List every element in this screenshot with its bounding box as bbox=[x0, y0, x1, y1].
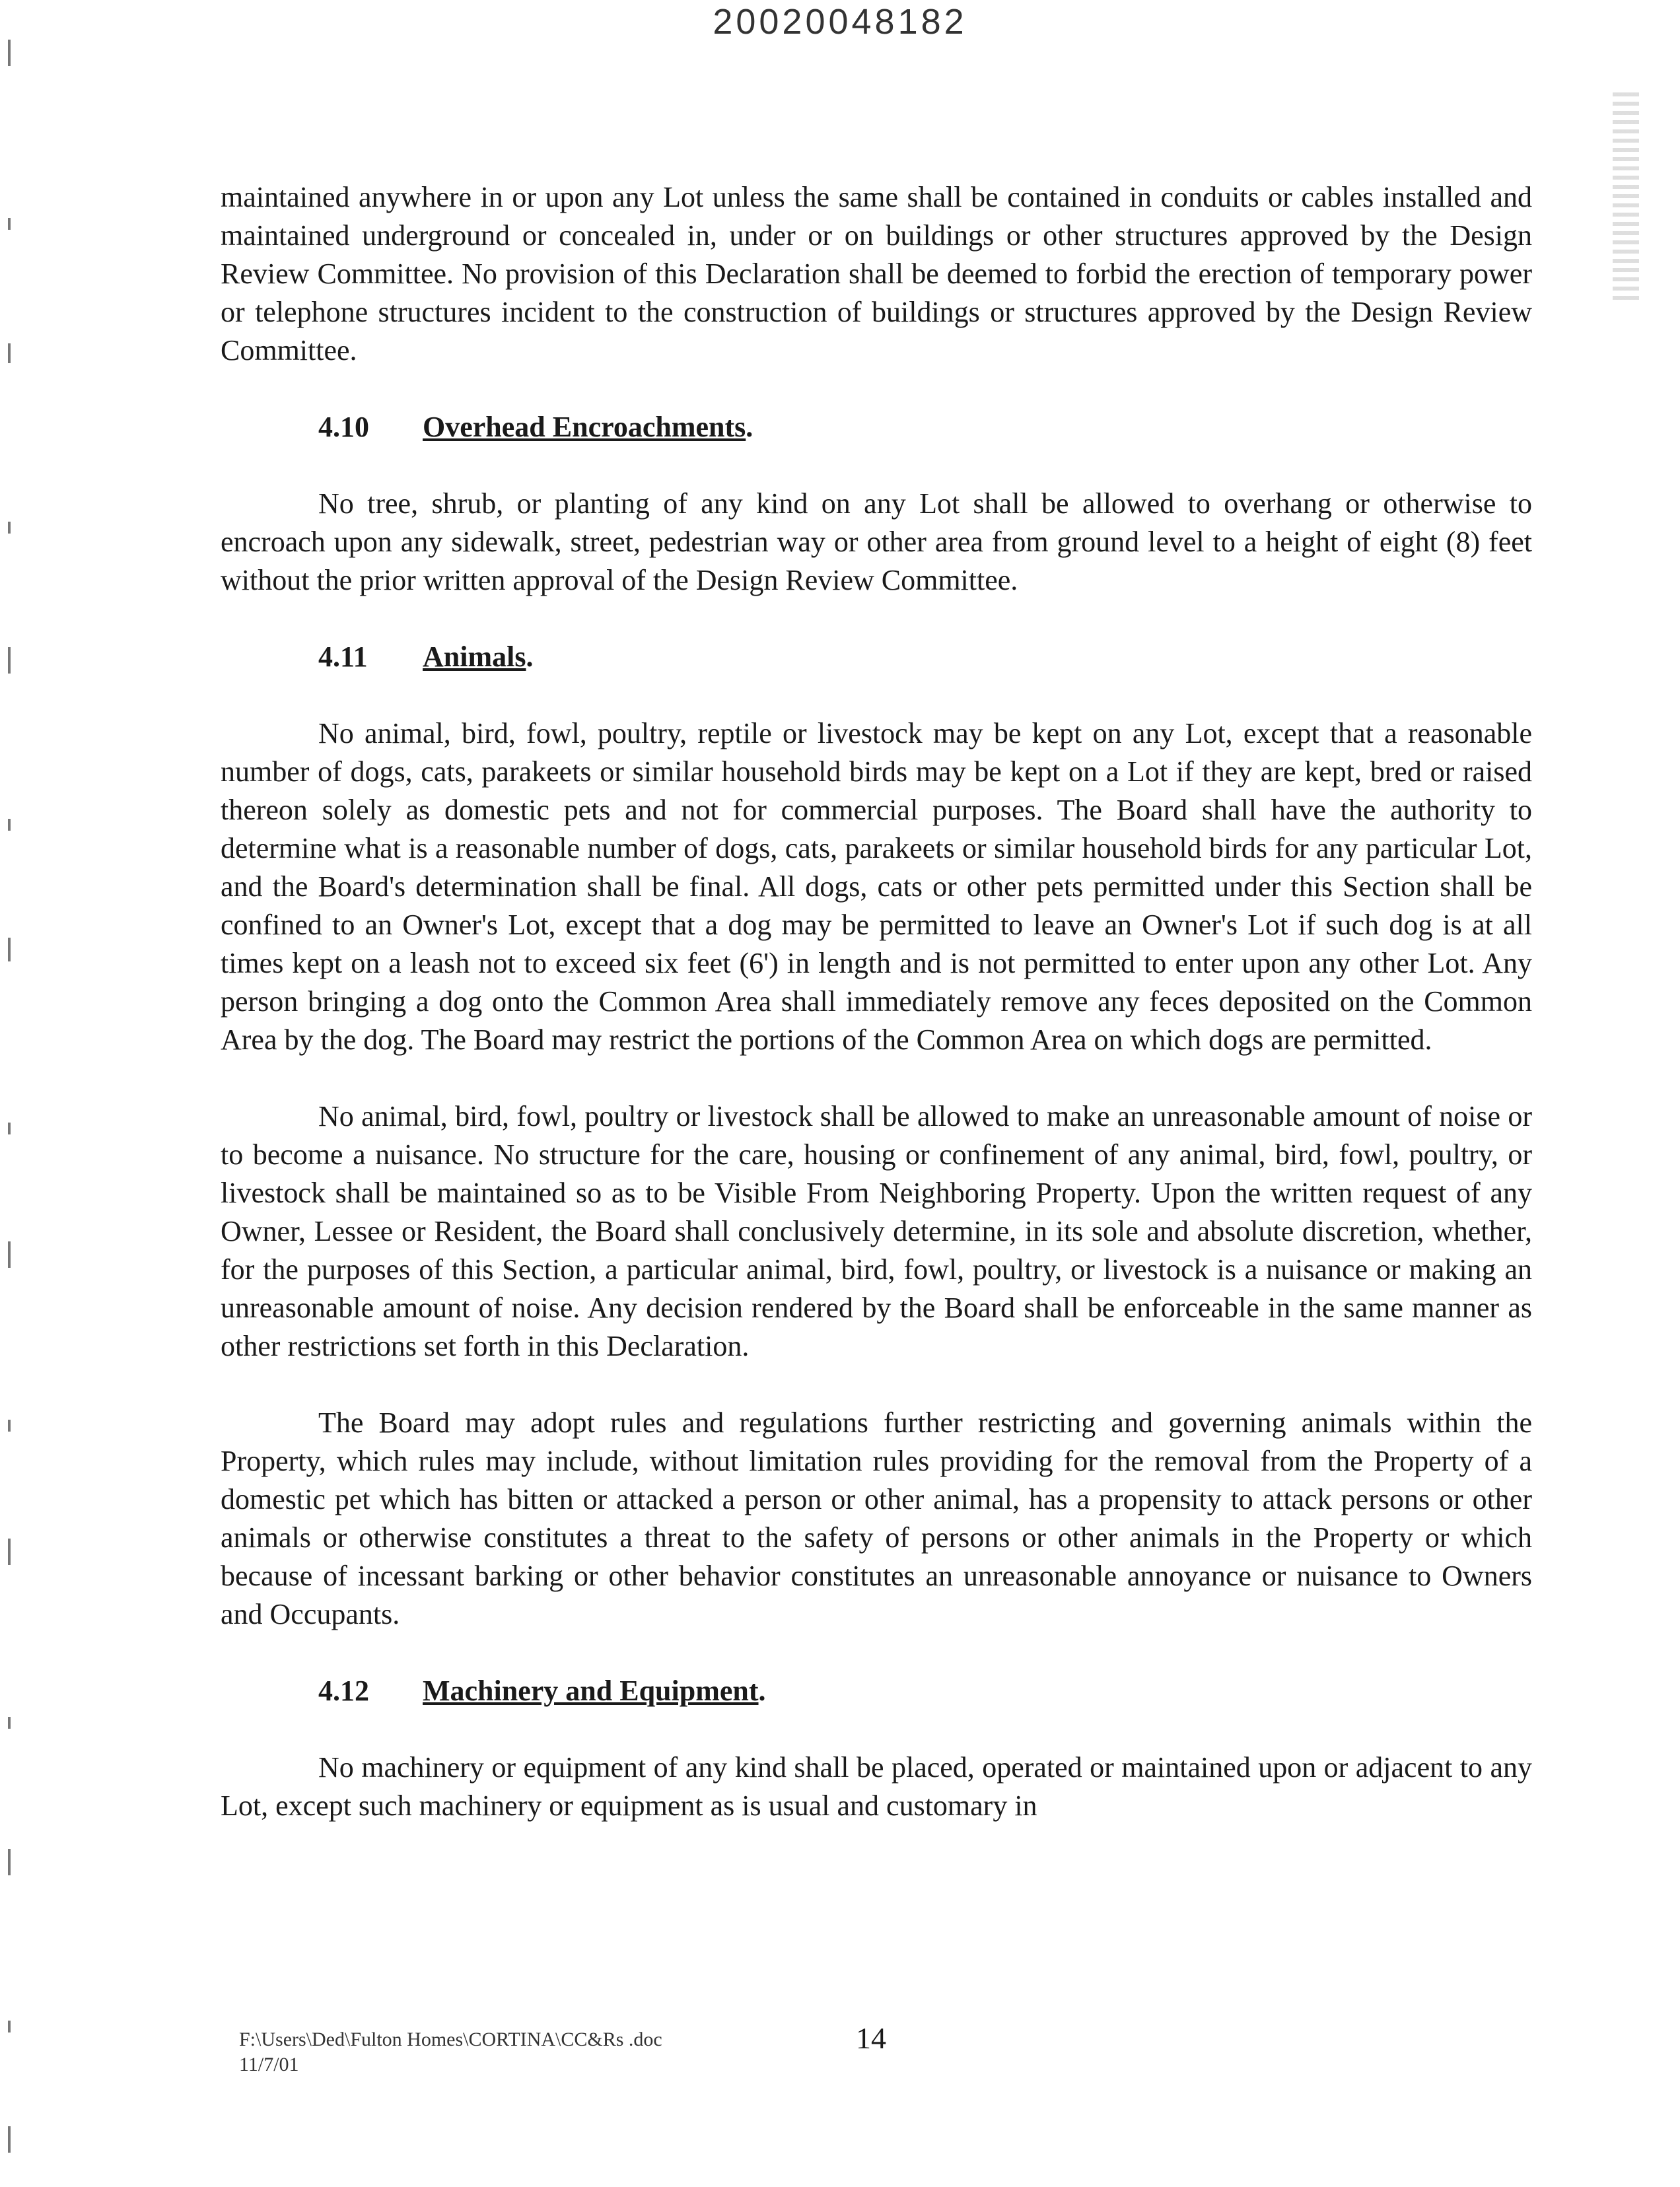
section-paragraph: The Board may adopt rules and regulations further restricting and governing animals within the Property, which rules may include, without limitation rules providing for the removal from the Property of a domestic pet which has bitten or attacked a person or other animal, has a propensity to attack persons or other animals or otherwise constitutes a threat to the safety of persons or other animals in the Property or which because of incessant barking or other behavior constitutes an unreasonable annoyance or nuisance to Owners and Occupants. bbox=[221, 1406, 1532, 1630]
document-number: 20020048182 bbox=[713, 2, 967, 42]
footer-file-info bbox=[239, 2027, 662, 2077]
section-number: 4.12 bbox=[318, 1675, 369, 1707]
section-title: Machinery and Equipment bbox=[423, 1675, 759, 1707]
footer-file-path: F:\Users\Ded\Fulton Homes\CORTINA\CC&Rs .doc bbox=[239, 2029, 662, 2050]
page-number: 14 bbox=[856, 2021, 886, 2055]
section-heading-4-10: 4.10 Overhead Encroachments. bbox=[221, 408, 1532, 446]
section-heading-4-12: 4.12 Machinery and Equipment. bbox=[221, 1672, 1532, 1710]
section-number: 4.11 bbox=[318, 641, 368, 673]
section-title: Overhead Encroachments bbox=[423, 411, 746, 443]
section-paragraph: No animal, bird, fowl, poultry, reptile or livestock may be kept on any Lot, except that a reasonable number of dogs, cats, parakeets or similar household birds may be kept on a Lot if they are kept, bred or raised thereon solely as domestic pets and not for commercial purposes. The Board shall have the authority to determine what is a reasonable number of dogs, cats, parakeets or similar household birds for any particular Lot, and the Board's determination shall be final. All dogs, cats or other pets permitted under this Section shall be confined to an Owner's Lot, except that a dog may be permitted to leave an Owner's Lot if such dog is at all times kept on a leash not to exceed six feet (6') in length and is not permitted to enter upon any other Lot. Any person bringing a dog onto the Common Area shall immediately remove any feces deposited on the Common Area by the dog. The Board may restrict the portions of the Common Area on which dogs are permitted. bbox=[221, 717, 1532, 1056]
recording-stamp-mark bbox=[1613, 92, 1639, 304]
section-paragraph: No machinery or equipment of any kind shall be placed, operated or maintained upon or adjacent to any Lot, except such machinery or equipment as is usual and customary in bbox=[221, 1751, 1532, 1822]
continued-paragraph: maintained anywhere in or upon any Lot unless the same shall be contained in conduits or cables installed and maintained underground or concealed in, under or on buildings or other structures approved by the Design Review Committee. No provision of this Declaration shall be deemed to forbid the erection of temporary power or telephone structures incident to the construction of buildings or structures approved by the Design Review Committee. bbox=[221, 181, 1532, 366]
section-paragraph: No animal, bird, fowl, poultry or livestock shall be allowed to make an unreasonable amount of noise or to become a nuisance. No structure for the care, housing or confinement of any animal, bird, fowl, poultry, or livestock shall be maintained so as to be Visible From Neighboring Property. Upon the written request of any Owner, Lessee or Resident, the Board shall conclusively determine, in its sole and absolute discretion, whether, for the purposes of this Section, a particular animal, bird, fowl, poultry, or livestock is a nuisance or making an unreasonable amount of noise. Any decision rendered by the Board shall be enforceable in the same manner as other restrictions set forth in this Declaration. bbox=[221, 1100, 1532, 1362]
section-paragraph: No tree, shrub, or planting of any kind on any Lot shall be allowed to overhang or otherwise to encroach upon any sidewalk, street, pedestrian way or other area from ground level to a height of eight (8) feet without the prior written approval of the Design Review Committee. bbox=[221, 487, 1532, 596]
section-heading-4-11: 4.11 Animals. bbox=[221, 638, 1532, 676]
section-title: Animals bbox=[423, 641, 526, 673]
footer-date: 11/7/01 bbox=[239, 2054, 299, 2075]
left-margin-scan-marks bbox=[0, 0, 40, 2187]
page-body bbox=[221, 178, 1532, 1825]
section-number: 4.10 bbox=[318, 411, 369, 443]
